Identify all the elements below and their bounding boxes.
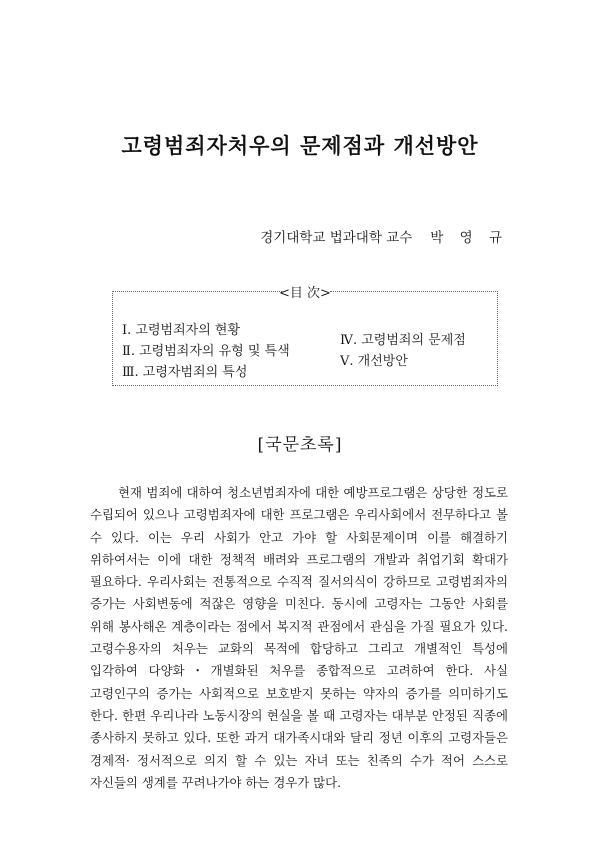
toc-right-column (340, 330, 466, 372)
toc-item: Ⅱ. 고령범죄자의 유형 및 특색 (122, 344, 290, 359)
toc-item: Ⅴ. 개선방안 (340, 354, 408, 369)
abstract-heading: [국문초록] (257, 435, 343, 455)
author-name: 박 영 규 (430, 230, 508, 246)
toc-heading: <目 次> (279, 286, 331, 301)
author-affiliation: 경기대학교 법과대학 교수 (260, 230, 413, 246)
toc-item: Ⅳ. 고령범죄의 문제점 (340, 333, 466, 348)
author-line (260, 226, 508, 246)
abstract-body: 현재 범죄에 대하여 청소년범죄자에 대한 예방프로그램은 상당한 정도로 수립되어 있으나 고령범죄자에 대한 프로그램은 우리사회에서 전무하다고 볼 수 있다. 이는 우리 사회가 안고 가야 할 사회문제이며 이를 해결하기 위하여서는 이에 대한 정책적 배려와 프로그램의 개발과 취업기회 확대가 필요하다. 우리사회는 전통적으로 수직적 질서의식이 강하므로 고령범죄자의 증가는 사회변동에 적잖은 영향을 미친다. 동시에 고령자는 그동안 사회를 위해 봉사해온 계층이라는 점에서 복지적 관점에서 관심을 가질 필요가 있다. 고령수용자의 처우는 교화의 목적에 합당하고 그리고 개별적인 특성에 입각하여 다양화・개별화된 처우를 종합적으로 고려하여 한다. 사실 고령인구의 증가는 사회적으로 보호받지 못하는 약자의 증가를 의미하기도 한다. 한편 우리나라 노동시장의 현실을 볼 때 고령자는 대부분 안정된 직종에 종사하지 못하고 있다. 또한 과거 대가족시대와 달리 정년 이후의 고령자들은 경제적· 정서적으로 의지 할 수 있는 자녀 또는 친족의 수가 적어 스스로 자신들의 생계를 꾸려나가야 하는 경우가 많다. (90, 485, 508, 790)
toc-left-column (122, 320, 290, 383)
toc-item: Ⅰ. 고령범죄자의 현황 (122, 323, 240, 338)
paper-title: 고령범죄자처우의 문제점과 개선방안 (121, 133, 479, 158)
toc-item: Ⅲ. 고령자범죄의 특성 (122, 365, 248, 380)
